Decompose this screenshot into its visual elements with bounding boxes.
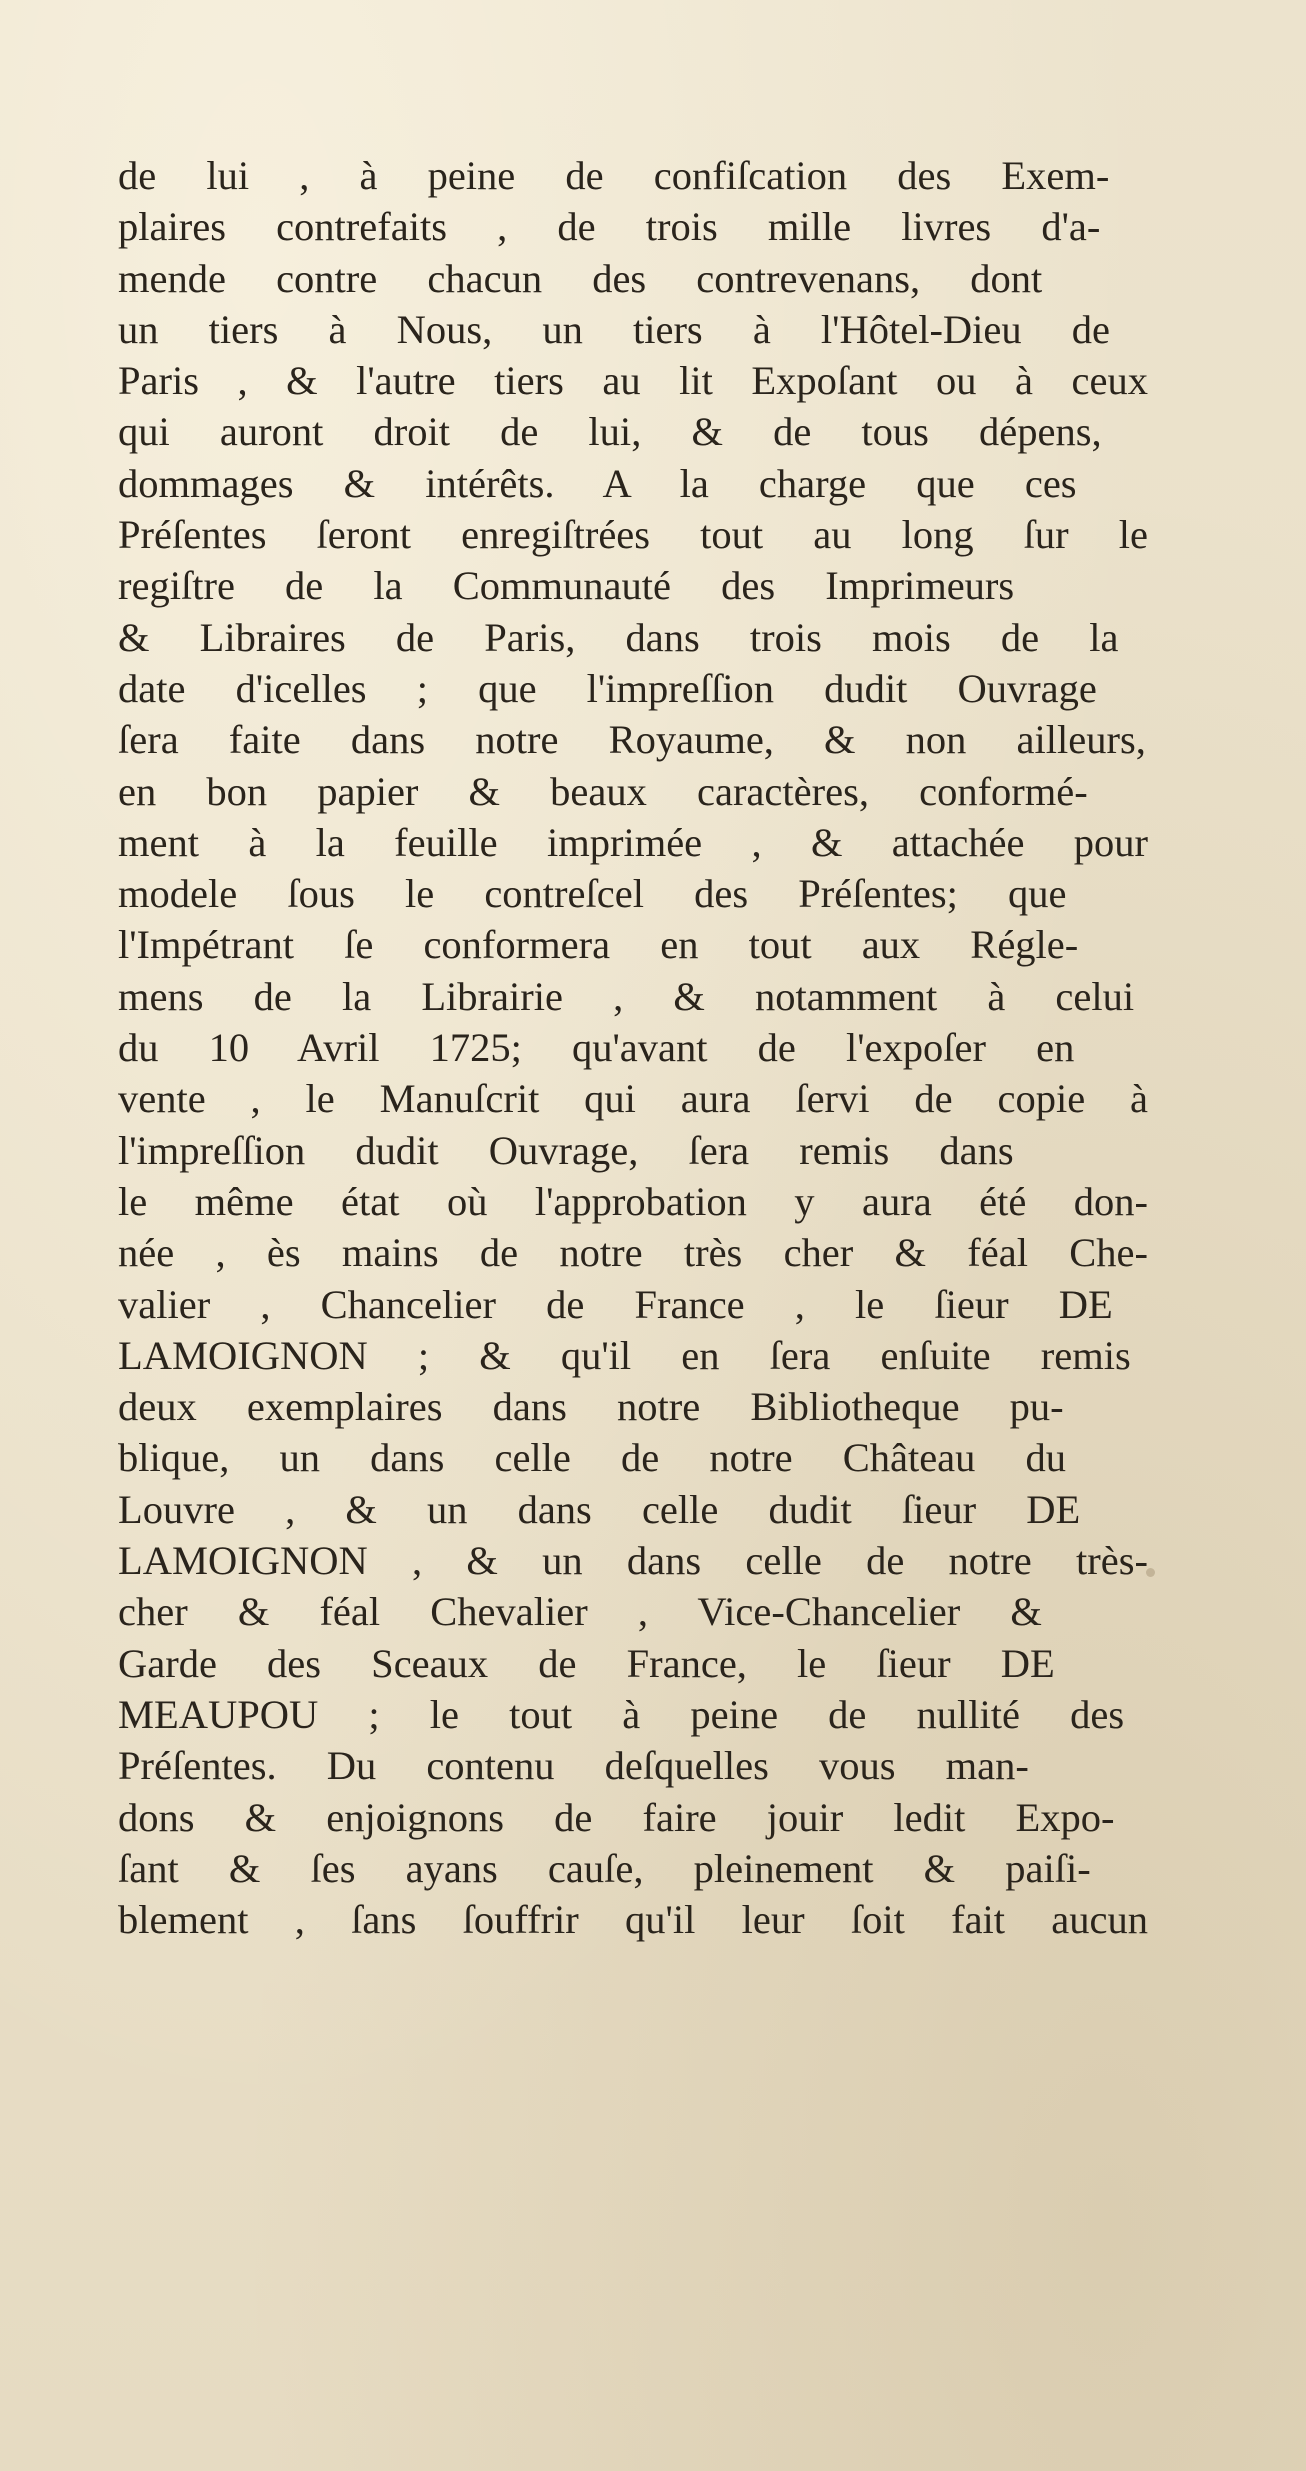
text-line: Paris , & l'autre tiers au lit Expoſant ou à ceux (118, 358, 1148, 404)
text-line: LAMOIGNON , & un dans celle de notre très- (118, 1538, 1148, 1584)
text-line: regiſtre de la Communauté des Imprimeurs (118, 563, 1015, 609)
text-line: ſera faite dans notre Royaume, & non ailleurs, (118, 717, 1146, 763)
text-line: cher & féal Chevalier , Vice-Chancelier & (118, 1589, 1042, 1635)
text-line: vente , le Manuſcrit qui aura ſervi de copie à (118, 1076, 1148, 1122)
body-text (118, 150, 1148, 1945)
paper-stain (1146, 1568, 1155, 1577)
text-line: l'impreſſion dudit Ouvrage, ſera remis dans (118, 1127, 1014, 1173)
text-line: & Libraires de Paris, dans trois mois de la (118, 614, 1119, 660)
text-line: un tiers à Nous, un tiers à l'Hôtel-Dieu de (118, 306, 1111, 352)
text-line: de lui , à peine de confiſcation des Exem- (118, 153, 1110, 198)
text-line: mens de la Librairie , & notamment à celui (118, 973, 1135, 1019)
text-line: blement , ſans ſouffrir qu'il leur ſoit fait aucun (118, 1897, 1148, 1943)
text-line: dons & enjoignons de faire jouir ledit Expo- (118, 1794, 1115, 1840)
text-line: deux exemplaires dans notre Bibliotheque pu- (118, 1384, 1064, 1430)
text-line: Louvre , & un dans celle dudit ſieur DE (118, 1486, 1081, 1532)
text-line: dommages & intérêts. A la charge que ces (118, 460, 1077, 506)
text-line: MEAUPOU ; le tout à peine de nullité des (118, 1691, 1125, 1737)
text-line: plaires contrefaits , de trois mille livres d'a- (118, 204, 1101, 250)
text-line: blique, un dans celle de notre Château du (118, 1435, 1067, 1481)
text-line: valier , Chancelier de France , le ſieur DE (118, 1281, 1113, 1327)
text-line: l'Impétrant ſe conformera en tout aux Régle- (118, 922, 1079, 968)
text-line: LAMOIGNON ; & qu'il en ſera enſuite remis (118, 1332, 1131, 1378)
text-line: ſant & ſes ayans cauſe, pleinement & paiſi- (118, 1845, 1091, 1891)
text-line: Garde des Sceaux de France, le ſieur DE (118, 1640, 1055, 1686)
text-line: modele ſous le contreſcel des Préſentes; que (118, 871, 1067, 917)
text-line: Préſentes ſeront enregiſtrées tout au long ſur le (118, 512, 1148, 558)
text-line: qui auront droit de lui, & de tous dépens, (118, 409, 1102, 455)
text-line: en bon papier & beaux caractères, conformé- (118, 768, 1088, 814)
text-line: mende contre chacun des contrevenans, dont (118, 255, 1043, 301)
text-line: ment à la feuille imprimée , & attachée pour (118, 819, 1148, 865)
text-line: née , ès mains de notre très cher & féal Che- (118, 1230, 1148, 1276)
text-line: date d'icelles ; que l'impreſſion dudit Ouvrage (118, 665, 1097, 711)
text-line: le même état où l'approbation y aura été don- (118, 1178, 1148, 1224)
text-line: du 10 Avril 1725; qu'avant de l'expoſer en (118, 1025, 1075, 1071)
text-line: Préſentes. Du contenu deſquelles vous man- (118, 1743, 1029, 1789)
